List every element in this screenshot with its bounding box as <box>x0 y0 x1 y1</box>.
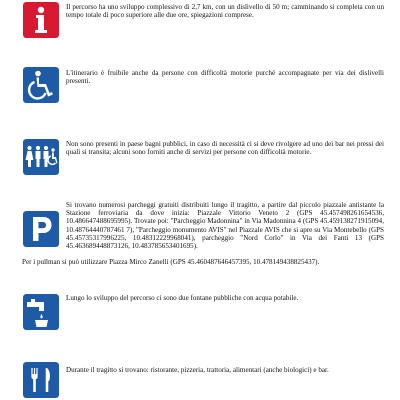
section-restroom-text: Non sono presenti in paese bagni pubblici, in caso di necessità ci si deve rivolgere ad uno dei bar nei pressi dei quali si transita; alcuni sono forniti anche di servizi per persone con difficoltà motorie. <box>66 140 384 157</box>
section-info-text: Il percorso ha uno sviluppo complessivo di 2,7 km, con un dislivello di 50 m; camminando si completa con un tempo totale di poco superiore alle due ore, spiegazioni comprese. <box>66 3 384 20</box>
section-food-text: Durante il tragitto si trovano: ristorante, pizzeria, trattoria, alimentari (anche biologici) e bar. <box>66 366 329 374</box>
water-fountain-icon <box>23 294 59 330</box>
section-parking-text: Si trovano numerosi parcheggi gratuiti distribuiti lungo il tragitto, a partire dal piccolo piazzale antistante la Stazione ferroviaria da dove inizia: Piazzale Vittorio Veneto 2 (GPS 45.457498261654536, 10.486647488695995). Trovate poi: "Parcheggio Madonnina" in Via Madonnina 4 (GPS 45.459138271915094, 10.48764440787461 7), "Parcheggio monumento AVIS" nel Piazzale AVIS che si apre su Via Montebello (GPS 45.45735317996225, 10.48312229968041), parcheggio "Nord Corlo" in Via dei Fanti 13 (GPS 45.463689448873126, 10.483785653401695). <box>66 201 384 251</box>
wheelchair-icon <box>23 67 59 103</box>
restaurant-icon <box>23 362 59 398</box>
restroom-icon <box>23 139 59 175</box>
parking-icon <box>23 211 59 247</box>
info-icon <box>23 2 59 38</box>
section-accessibility-text: L'itinerario è fruibile anche da persone con difficoltà motorie purché accompagnate per via dei dislivelli presenti. <box>66 69 384 86</box>
section-parking-bus-text: Per i pullman si può utilizzare Piazza Mirco Zanelli (GPS 45.460487646457395, 10.478149438825437). <box>22 258 320 266</box>
section-water-text: Lungo lo sviluppo del percorso ci sono due fontane pubbliche con acqua potabile. <box>66 294 299 302</box>
